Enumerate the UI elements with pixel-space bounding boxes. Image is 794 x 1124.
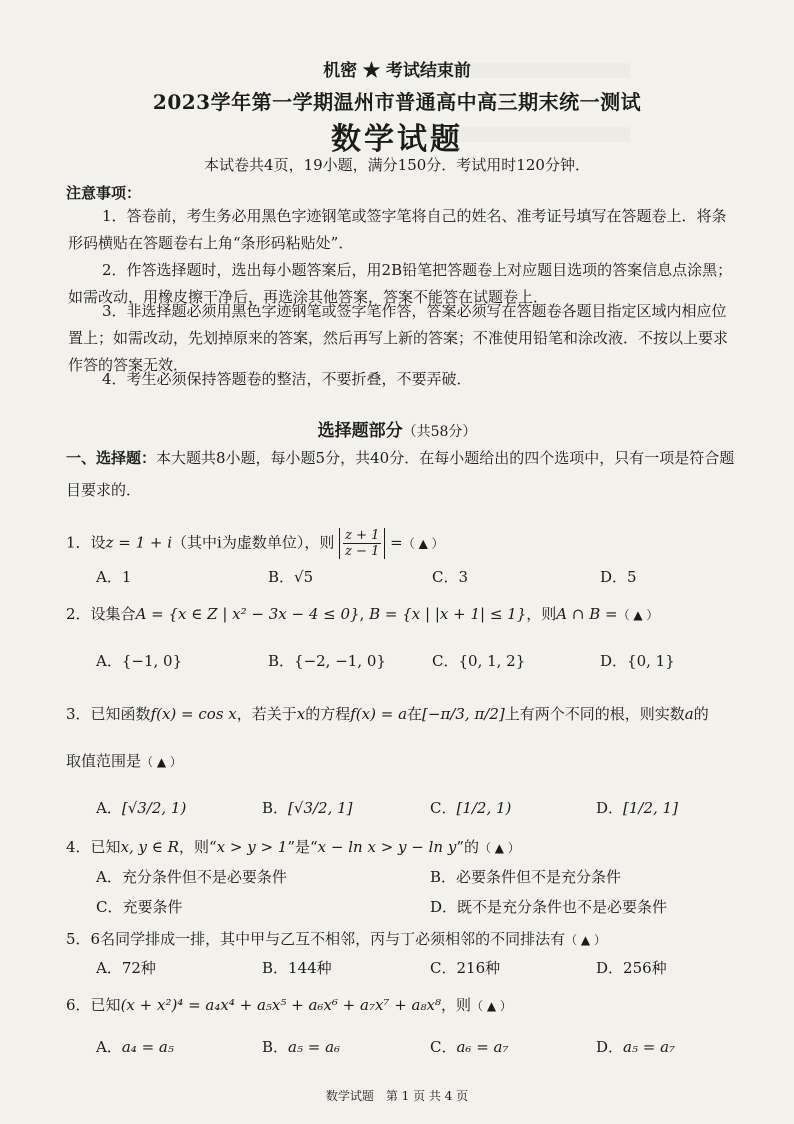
page-footer: 数学试题 第 1 页 共 4 页	[325, 1089, 469, 1103]
question-text: ，若关于	[236, 705, 297, 723]
part-intro-text: 本大题共8小题，每小题5分，共40分．在每小题给出的四个选项中，只有一项是符合题目要求的．	[66, 449, 735, 499]
question-text: ，则	[440, 996, 471, 1014]
option-b: B．[√3/2, 1]	[262, 799, 353, 817]
question-text: 上有两个不同的根，则实数	[504, 705, 685, 723]
subject-title: 数学试题	[331, 122, 463, 157]
show-through-text: ▒▒▒▒▒▒▒▒▒▒▒▒▒▒▒▒▒▒▒▒▒	[420, 128, 630, 143]
show-through-text: ▒▒▒▒▒▒▒▒▒▒▒▒▒▒▒▒▒▒▒▒▒	[420, 64, 630, 79]
question-5	[66, 928, 606, 949]
question-1	[66, 528, 444, 559]
section-heading	[0, 416, 794, 441]
question-text: 取值范围是	[66, 752, 142, 770]
answer-mark: （ ▲ ）	[478, 841, 520, 855]
fraction: $\frac{z + 1}{z - 1}$	[345, 528, 380, 559]
question-3-line2	[66, 750, 182, 771]
notes-heading: 注意事项：	[66, 184, 142, 202]
math-expr: z = 1 + i	[105, 533, 173, 552]
math-expr: f(x) = a	[350, 705, 408, 723]
question-number: 3．	[66, 705, 91, 723]
question-text: （其中i为虚数单位），则	[172, 533, 335, 552]
note-item: 2．作答选择题时，选出每小题答案后，用2B铅笔把答题卷上对应题目选项的答案信息点涂黑；如需改动，用橡皮擦干净后，再选涂其他答案，答案不能答在试题卷上．	[68, 261, 733, 306]
math-expr: B = {x | |x + 1| ≤ 1}	[369, 605, 527, 623]
option-b: B．144种	[262, 959, 332, 977]
option-c: C．{0, 1, 2}	[432, 652, 526, 670]
option-c: C．3	[432, 568, 469, 586]
answer-mark: （ ▲ ）	[471, 999, 512, 1013]
math-expr: A ∩ B =	[556, 605, 618, 623]
question-6	[66, 994, 512, 1015]
option-c: C．216种	[430, 959, 501, 977]
question-number: 2．	[66, 605, 91, 623]
option-b: B．{−2, −1, 0}	[268, 652, 386, 670]
question-text: ，则“	[178, 838, 217, 856]
option-d: D．[1/2, 1]	[596, 799, 678, 817]
option-a: A．1	[96, 568, 132, 586]
confidential-label: 机密 ★ 考试结束前	[323, 61, 471, 81]
option-d: D．256种	[596, 959, 667, 977]
option-d: D．a₅ = a₇	[596, 1038, 676, 1056]
math-expr: a	[684, 705, 694, 723]
option-a: A．72种	[96, 959, 156, 977]
option-c: C．充要条件	[96, 898, 183, 916]
question-number: 1．	[66, 533, 91, 552]
question-text: 的方程	[305, 705, 351, 723]
exam-title: 2023学年第一学期温州市普通高中高三期末统一测试	[152, 90, 642, 114]
part-intro-label: 一、选择题：	[66, 449, 157, 467]
note-item: 4．考生必须保持答题卷的整洁，不要折叠，不要弄破．	[102, 370, 472, 388]
question-text: 已知	[90, 838, 121, 856]
question-number: 5．	[66, 930, 91, 948]
question-text: 已知	[90, 996, 121, 1014]
section-score: （共58分）	[402, 424, 477, 440]
math-expr: =	[390, 533, 403, 552]
note-item: 1．答卷前，考生务必用黑色字迹钢笔或签字笔将自己的姓名、准考证号填写在答题卷上．将条形码横贴在答题卷右上角“条形码粘贴处”．	[68, 207, 727, 252]
question-text: ”是“	[287, 838, 318, 856]
math-expr: x − ln x > y − ln y	[317, 838, 457, 856]
question-text: ”的	[456, 838, 479, 856]
math-expr: [−π/3, π/2]	[422, 705, 505, 723]
exam-info: 本试卷共4页，19小题，满分150分．考试用时120分钟．	[204, 156, 590, 174]
answer-mark: （ ▲ ）	[565, 933, 606, 947]
question-text: 设集合	[90, 605, 136, 623]
option-b: B．√5	[268, 568, 314, 586]
question-number: 6．	[66, 996, 91, 1014]
option-a: A．充分条件但不是必要条件	[96, 868, 287, 886]
question-4	[66, 836, 520, 857]
question-text: 在	[407, 705, 423, 723]
math-expr: x	[296, 705, 306, 723]
option-d: D．5	[600, 568, 637, 586]
question-text: ，则	[526, 605, 557, 623]
option-a: A．a₄ = a₅	[96, 1038, 174, 1056]
question-text: 已知函数	[90, 705, 151, 723]
answer-mark: （ ▲ ）	[617, 608, 659, 622]
math-expr: A = {x ∈ Z | x² − 3x − 4 ≤ 0}	[135, 605, 360, 623]
question-2: 2．设集合A = {x ∈ Z | x² − 3x − 4 ≤ 0}, B = {x | |x + 1| ≤ 1}，则A ∩ B =（ ▲ ）	[66, 605, 659, 623]
question-3	[66, 703, 709, 724]
option-a: A．[√3/2, 1)	[96, 799, 187, 817]
answer-mark: （ ▲ ）	[141, 755, 182, 769]
math-expr: f(x) = cos x	[150, 705, 237, 723]
question-text: 设	[90, 533, 106, 552]
option-b: B．必要条件但不是充分条件	[430, 868, 622, 886]
option-c: C．a₆ = a₇	[430, 1038, 509, 1056]
option-a: A．{−1, 0}	[96, 652, 183, 670]
option-d: D．既不是充分条件也不是必要条件	[430, 898, 668, 916]
answer-mark: （ ▲ ）	[402, 536, 444, 551]
part-intro	[66, 442, 746, 506]
note-item: 3．非选择题必须用黑色字迹钢笔或签字笔作答，答案必须写在答题卷各题目指定区域内相应位置上；如需改动，先划掉原来的答案，然后再写上新的答案；不准使用铅笔和涂改液．不按以上要求作答的答案无效．	[68, 302, 729, 374]
option-b: B．a₅ = a₆	[262, 1038, 341, 1056]
option-d: D．{0, 1}	[600, 652, 675, 670]
math-expr: x > y > 1	[216, 838, 288, 856]
math-expr: (x + x²)⁴ = a₄x⁴ + a₅x⁵ + a₆x⁶ + a₇x⁷ + a₈x⁸	[120, 996, 441, 1014]
question-number: 4．	[66, 838, 91, 856]
option-c: C．[1/2, 1)	[430, 799, 512, 817]
abs-value	[339, 528, 385, 559]
section-title: 选择题部分	[317, 421, 403, 441]
question-text: 的	[693, 705, 709, 723]
question-text: 6名同学排成一排，其中甲与乙互不相邻，丙与丁必须相邻的不同排法有	[90, 930, 566, 948]
math-expr: x, y ∈ R	[120, 838, 179, 856]
